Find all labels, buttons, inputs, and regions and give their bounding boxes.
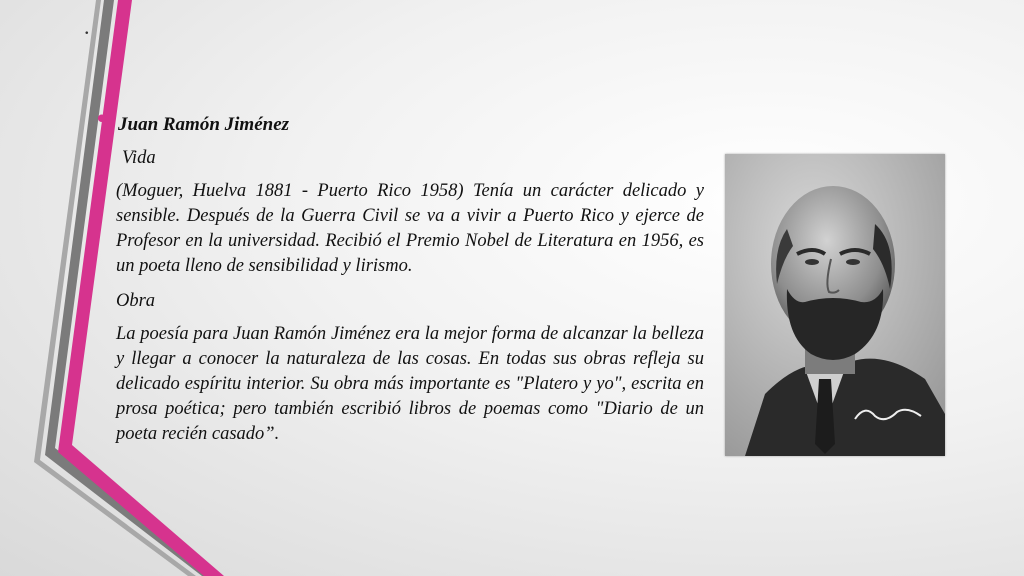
obra-heading: Obra — [116, 291, 156, 311]
title-line — [94, 105, 704, 138]
slide-marker: . — [84, 14, 90, 39]
portrait-photo — [725, 154, 945, 456]
bullet-icon: • — [94, 105, 110, 135]
author-name: Juan Ramón Jiménez — [118, 114, 290, 135]
vida-paragraph: (Moguer, Huelva 1881 - Puerto Rico 1958) Tenía un carácter delicado y sensible. Después de la Guerra Civil se va a vivir a Puerto Rico y ejerce de Profesor en la universidad. Recibió el Premio Nobel de Literatura en 1956, es un poeta lleno de sensibilidad y lirismo. — [116, 181, 704, 276]
slide-content — [94, 105, 704, 457]
vida-heading: Vida — [122, 148, 156, 168]
obra-paragraph: La poesía para Juan Ramón Jiménez era la mejor forma de alcanzar la belleza y llegar a conocer la naturaleza de las cosas. En todas sus obras refleja su delicado espíritu interior. Su obra más importante es "Platero y yo", escrita en prosa poética; pero también escribió libros de poemas como "Diario de un poeta recién casado”. — [116, 324, 704, 444]
